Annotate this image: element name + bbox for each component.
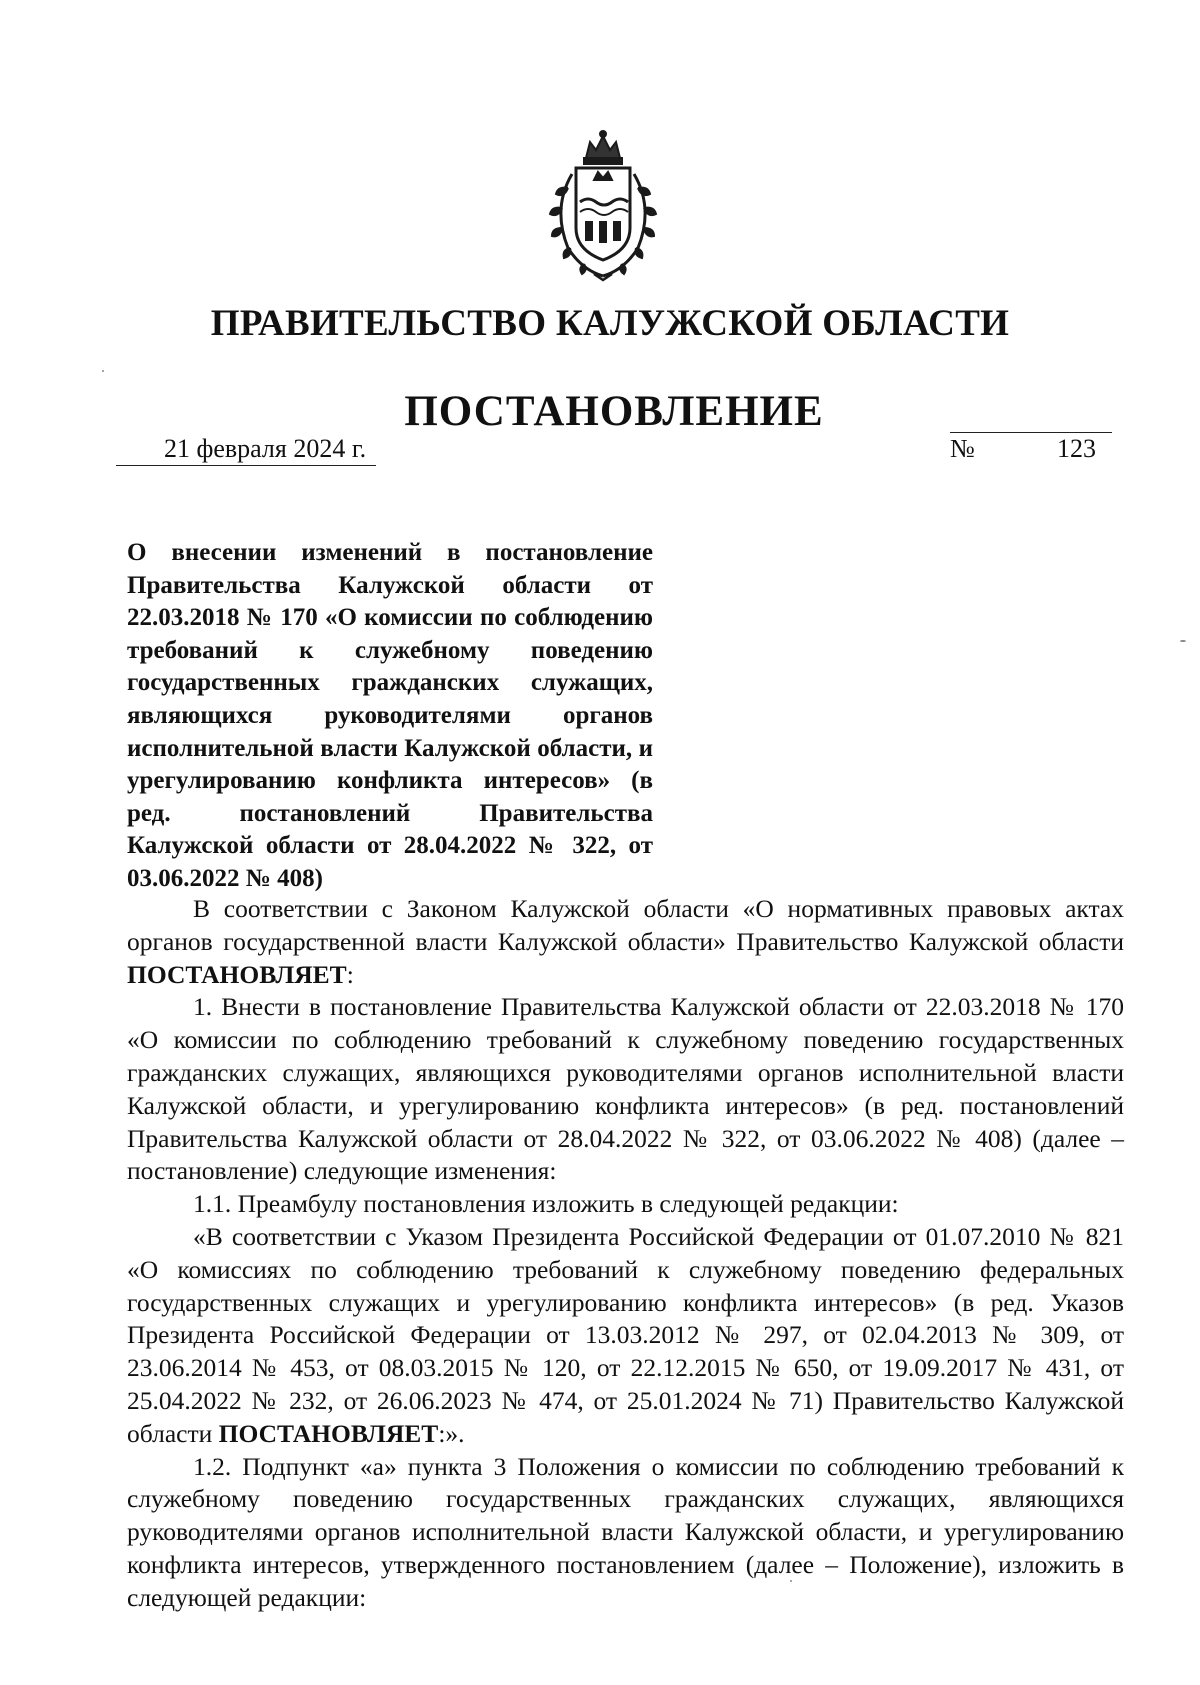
quote-end: :». [438,1418,465,1448]
document-body [127,893,1124,1615]
document-number: 123 [1057,434,1096,463]
paragraph-1-2: 1.2. Подпункт «а» пункта 3 Положения о комиссии по соблюдению требований к служебному поведению государственных гражданских служащих, являющихся руководителями органов исполнительной власти Калужской области, и урегулированию конфликта интересов, утвержденного постановлением (далее – Положение), изложить в следующей редакции: [127,1451,1124,1612]
scan-speck [102,370,104,372]
preamble-text: В соответствии с Законом Калужской области «О нормативных правовых актах органов государственной власти Калужской области» Правительство Калужской области [127,894,1124,956]
paragraph-1-1: 1.1. Преамбулу постановления изложить в следующей редакции: [193,1189,899,1219]
resolves-word: ПОСТАНОВЛЯЕТ [127,959,347,989]
preamble-end: : [346,959,354,989]
paragraph-1: 1. Внести в постановление Правительства Калужской области от 22.03.2018 № 170 «О комиссии по соблюдению требований к служебному поведению государственных гражданских служащих, являющихся руководителями органов исполнительной власти Калужской области, и урегулированию конфликта интересов» (в ред. постановлений Правительства Калужской области от 28.04.2022 № 322, от 03.06.2022 № 408) (далее – постановление) следующие изменения: [127,992,1124,1186]
scan-speck [790,1580,792,1582]
document-subject: О внесении изменений в постановление Правительства Калужской области от 22.03.2018 № 170 «О комиссии по соблюдению требований к служебному поведению государственных гражданских служащих, являющихся руководителями органов исполнительной власти Калужской области, и урегулированию конфликта интересов» (в ред. постановлений Правительства Калужской области от 28.04.2022 № 322, от 03.06.2022 № 408) [127,539,653,892]
paragraph-quote [127,1221,1124,1451]
paragraph-preamble [127,893,1124,991]
document-number-field [950,432,1112,463]
coat-of-arms-icon [538,128,668,283]
scan-speck [1180,640,1186,642]
government-title: ПРАВИТЕЛЬСТВО КАЛУЖСКОЙ ОБЛАСТИ [210,303,1010,344]
quote-resolves-word: ПОСТАНОВЛЯЕТ [218,1418,439,1448]
number-sign: № [950,434,975,463]
document-date: 21 февраля 2024 г. [116,432,376,466]
quote-text: «В соответствии с Указом Президента Российской Федерации от 01.07.2010 № 821 «О комиссиях по соблюдению требований к служебному поведению федеральных государственных служащих и урегулированию конфликта интересов» (в ред. Указов Президента Российской Федерации от 13.03.2012 № 297, от 02.04.2013 № 309, от 23.06.2014 № 453, от 08.03.2015 № 120, от 22.12.2015 № 650, от 19.09.2017 № 431, от 25.04.2022 № 232, от 26.06.2023 № 474, от 25.01.2024 № 71) Правительство Калужской области [127,1221,1124,1448]
document-type-title: ПОСТАНОВЛЕНИЕ [404,388,824,435]
